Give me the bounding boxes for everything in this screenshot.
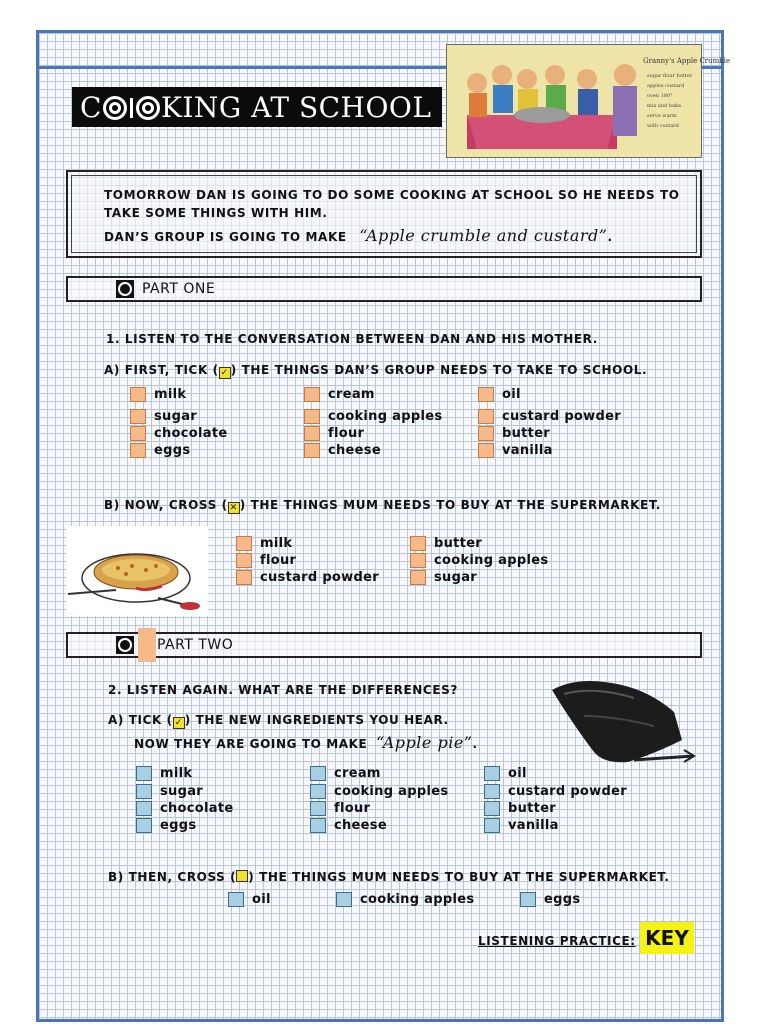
- instruction-text: ) THE THINGS MUM NEEDS TO BUY AT THE SUPERMARKET.: [248, 870, 670, 884]
- svg-text:with custard: with custard: [647, 123, 679, 129]
- svg-text:mix and bake: mix and bake: [647, 103, 681, 109]
- key-badge: KEY: [640, 922, 694, 954]
- instruction-text: ) THE THINGS MUM NEEDS TO BUY AT THE SUPERMARKET.: [239, 498, 661, 512]
- part-two-a-instruction: [108, 713, 449, 729]
- item-custard-powder: custard powder: [508, 784, 627, 799]
- checkbox[interactable]: [136, 801, 152, 816]
- item-cheese: cheese: [334, 818, 387, 833]
- checkbox[interactable]: [304, 409, 320, 424]
- item-oil: oil: [508, 766, 527, 781]
- cross-box-icon: ✕: [229, 503, 238, 513]
- checkbox[interactable]: [236, 570, 252, 585]
- svg-text:sugar flour butter: sugar flour butter: [647, 73, 693, 79]
- checkbox[interactable]: [304, 443, 320, 458]
- item-butter: butter: [434, 536, 483, 551]
- intro-line-2: TAKE SOME THINGS WITH HIM.: [104, 206, 328, 220]
- question-1: 1. LISTEN TO THE CONVERSATION BETWEEN DAN AND HIS MOTHER.: [106, 332, 598, 346]
- part-two-a-line-2: [134, 733, 478, 752]
- instruction-text: ) THE NEW INGREDIENTS YOU HEAR.: [184, 713, 449, 727]
- cooking-illustration: [446, 44, 731, 158]
- item-sugar: sugar: [434, 570, 477, 585]
- checkbox[interactable]: [484, 818, 500, 833]
- instruction-text: A) TICK (: [108, 713, 173, 727]
- practice-label: LISTENING PRACTICE:: [478, 934, 636, 948]
- checkbox[interactable]: [310, 818, 326, 833]
- instruction-text: B) NOW, CROSS (: [104, 498, 228, 512]
- item-flour: flour: [260, 553, 297, 568]
- svg-text:Granny's Apple Crumble: Granny's Apple Crumble: [643, 57, 731, 65]
- part-one-a-instruction: [104, 363, 647, 379]
- checkbox[interactable]: [130, 443, 146, 458]
- item-cooking-apples: cooking apples: [360, 892, 475, 907]
- checkbox[interactable]: [310, 766, 326, 781]
- plate-icon: [103, 96, 127, 120]
- instruction-text: A) FIRST, TICK (: [104, 363, 219, 377]
- item-vanilla: vanilla: [502, 443, 553, 458]
- instruction-text: NOW THEY ARE GOING TO MAKE: [134, 737, 368, 751]
- item-butter: butter: [502, 426, 551, 441]
- item-cheese: cheese: [328, 443, 381, 458]
- checkbox[interactable]: [236, 553, 252, 568]
- part-two-label: PART TWO: [157, 637, 234, 653]
- period: .: [472, 737, 478, 751]
- item-eggs: eggs: [544, 892, 581, 907]
- plate-icon: [136, 96, 160, 120]
- item-chocolate: chocolate: [160, 801, 234, 816]
- title-initial: C: [80, 90, 102, 124]
- fork-icon: [130, 98, 133, 118]
- checkbox[interactable]: [410, 553, 426, 568]
- checkbox[interactable]: [304, 387, 320, 402]
- checkbox[interactable]: [228, 892, 244, 907]
- highlight-marker: [138, 628, 156, 662]
- item-cooking-apples: cooking apples: [434, 553, 549, 568]
- checkbox[interactable]: [520, 892, 536, 907]
- checkbox[interactable]: [410, 570, 426, 585]
- checkbox[interactable]: [130, 409, 146, 424]
- item-milk: milk: [160, 766, 193, 781]
- svg-text:apples custard: apples custard: [647, 83, 685, 89]
- pie-illustration: [544, 676, 696, 772]
- check-box-icon: ✓: [174, 718, 183, 728]
- dish-name: “Apple pie”: [376, 733, 473, 752]
- cross-box-icon: [236, 870, 248, 882]
- checkbox[interactable]: [310, 801, 326, 816]
- item-butter: butter: [508, 801, 557, 816]
- checkbox[interactable]: [136, 818, 152, 833]
- item-flour: flour: [328, 426, 365, 441]
- page-title: [72, 87, 442, 127]
- svg-text:serve warm: serve warm: [647, 113, 677, 119]
- checkbox[interactable]: [478, 426, 494, 441]
- intro-line-3-text: DAN’S GROUP IS GOING TO MAKE: [104, 230, 347, 244]
- item-cooking-apples: cooking apples: [334, 784, 449, 799]
- plate-icon: [116, 280, 134, 298]
- plate-icon: [116, 636, 134, 654]
- period: .: [607, 230, 613, 244]
- check-box-icon: ✓: [220, 368, 229, 378]
- part-one-b-instruction: [104, 498, 661, 514]
- checkbox[interactable]: [130, 387, 146, 402]
- checkbox[interactable]: [130, 426, 146, 441]
- item-oil: oil: [502, 387, 521, 402]
- title-text: KING AT SCHOOL: [160, 90, 432, 124]
- crumble-illustration: [66, 526, 208, 616]
- checkbox[interactable]: [478, 443, 494, 458]
- checkbox[interactable]: [484, 766, 500, 781]
- svg-text:oven 180°: oven 180°: [647, 93, 673, 99]
- item-milk: milk: [154, 387, 187, 402]
- item-eggs: eggs: [160, 818, 197, 833]
- checkbox[interactable]: [478, 387, 494, 402]
- checkbox[interactable]: [136, 784, 152, 799]
- item-cream: cream: [328, 387, 375, 402]
- item-eggs: eggs: [154, 443, 191, 458]
- item-chocolate: chocolate: [154, 426, 228, 441]
- instruction-text: B) THEN, CROSS (: [108, 870, 237, 884]
- checkbox[interactable]: [236, 536, 252, 551]
- item-vanilla: vanilla: [508, 818, 559, 833]
- item-oil: oil: [252, 892, 271, 907]
- instruction-text: ) THE THINGS DAN’S GROUP NEEDS TO TAKE TO SCHOOL.: [230, 363, 648, 377]
- dish-name: “Apple crumble and custard”: [359, 226, 608, 245]
- item-sugar: sugar: [160, 784, 203, 799]
- part-two-b-instruction: [108, 870, 670, 884]
- checkbox[interactable]: [410, 536, 426, 551]
- item-milk: milk: [260, 536, 293, 551]
- intro-line-1: TOMORROW DAN IS GOING TO DO SOME COOKING AT SCHOOL SO HE NEEDS TO: [104, 188, 680, 202]
- question-2: 2. LISTEN AGAIN. WHAT ARE THE DIFFERENCES?: [108, 683, 458, 697]
- item-flour: flour: [334, 801, 371, 816]
- checkbox[interactable]: [478, 409, 494, 424]
- part-one-label: PART ONE: [142, 281, 216, 297]
- item-cream: cream: [334, 766, 381, 781]
- item-custard-powder: custard powder: [260, 570, 379, 585]
- item-custard-powder: custard powder: [502, 409, 621, 424]
- checkbox[interactable]: [136, 766, 152, 781]
- checkbox[interactable]: [484, 801, 500, 816]
- item-sugar: sugar: [154, 409, 197, 424]
- item-cooking-apples: cooking apples: [328, 409, 443, 424]
- checkbox[interactable]: [484, 784, 500, 799]
- checkbox[interactable]: [336, 892, 352, 907]
- checkbox[interactable]: [304, 426, 320, 441]
- checkbox[interactable]: [310, 784, 326, 799]
- intro-line-3: [104, 226, 613, 245]
